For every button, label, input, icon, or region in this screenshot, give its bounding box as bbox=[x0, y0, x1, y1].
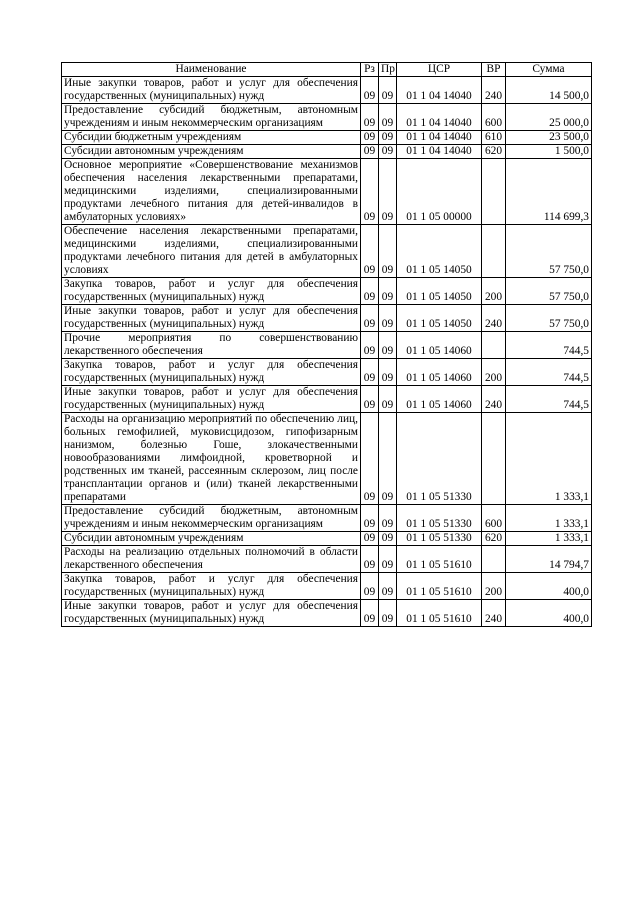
table-row bbox=[62, 573, 592, 600]
cell-rz: 09 bbox=[361, 386, 379, 413]
cell-rz: 09 bbox=[361, 505, 379, 532]
cell-sum: 57 750,0 bbox=[506, 278, 592, 305]
cell-sum: 744,5 bbox=[506, 332, 592, 359]
cell-pr: 09 bbox=[379, 104, 397, 131]
cell-csr: 01 1 05 51610 bbox=[397, 600, 482, 627]
cell-name: Субсидии автономным учреждениям bbox=[62, 145, 361, 159]
cell-name: Иные закупки товаров, работ и услуг для обеспечения государственных (муниципальных) нужд bbox=[62, 305, 361, 332]
cell-rz: 09 bbox=[361, 546, 379, 573]
cell-rz: 09 bbox=[361, 305, 379, 332]
cell-sum: 744,5 bbox=[506, 386, 592, 413]
cell-csr: 01 1 05 51610 bbox=[397, 546, 482, 573]
cell-vr: 620 bbox=[482, 532, 506, 546]
cell-vr: 240 bbox=[482, 386, 506, 413]
cell-name: Субсидии бюджетным учреждениям bbox=[62, 131, 361, 145]
cell-name: Расходы на организацию мероприятий по обеспечению лиц, больных гемофилией, муковисцидозом, гипофизарным нанизмом, болезнью Гоше, злокачественными новообразованиями лимфоидной, кроветворной и родственных им тканей, рассеянным склерозом, лиц после трансплантации органов и (или) тканей лекарственными препаратами bbox=[62, 413, 361, 505]
cell-pr: 09 bbox=[379, 278, 397, 305]
table-row bbox=[62, 225, 592, 278]
table-row bbox=[62, 159, 592, 225]
cell-csr: 01 1 05 14050 bbox=[397, 225, 482, 278]
cell-pr: 09 bbox=[379, 413, 397, 505]
table-header-row bbox=[62, 63, 592, 77]
cell-rz: 09 bbox=[361, 600, 379, 627]
cell-pr: 09 bbox=[379, 359, 397, 386]
cell-sum: 23 500,0 bbox=[506, 131, 592, 145]
cell-name: Прочие мероприятия по совершенствованию лекарственного обеспечения bbox=[62, 332, 361, 359]
cell-vr bbox=[482, 546, 506, 573]
cell-pr: 09 bbox=[379, 145, 397, 159]
header-pr: Пр bbox=[379, 63, 397, 77]
cell-rz: 09 bbox=[361, 77, 379, 104]
cell-pr: 09 bbox=[379, 77, 397, 104]
cell-pr: 09 bbox=[379, 546, 397, 573]
cell-sum: 114 699,3 bbox=[506, 159, 592, 225]
cell-sum: 25 000,0 bbox=[506, 104, 592, 131]
cell-pr: 09 bbox=[379, 532, 397, 546]
cell-rz: 09 bbox=[361, 532, 379, 546]
cell-csr: 01 1 05 14050 bbox=[397, 305, 482, 332]
cell-csr: 01 1 04 14040 bbox=[397, 145, 482, 159]
cell-rz: 09 bbox=[361, 145, 379, 159]
table-row bbox=[62, 413, 592, 505]
cell-csr: 01 1 05 51610 bbox=[397, 573, 482, 600]
cell-pr: 09 bbox=[379, 505, 397, 532]
table-row bbox=[62, 386, 592, 413]
cell-rz: 09 bbox=[361, 413, 379, 505]
table-row bbox=[62, 505, 592, 532]
header-rz: Рз bbox=[361, 63, 379, 77]
cell-rz: 09 bbox=[361, 332, 379, 359]
cell-pr: 09 bbox=[379, 159, 397, 225]
cell-pr: 09 bbox=[379, 305, 397, 332]
cell-vr: 620 bbox=[482, 145, 506, 159]
cell-pr: 09 bbox=[379, 600, 397, 627]
header-name: Наименование bbox=[62, 63, 361, 77]
cell-sum: 744,5 bbox=[506, 359, 592, 386]
cell-rz: 09 bbox=[361, 225, 379, 278]
cell-vr: 240 bbox=[482, 600, 506, 627]
cell-rz: 09 bbox=[361, 104, 379, 131]
cell-name: Закупка товаров, работ и услуг для обеспечения государственных (муниципальных) нужд bbox=[62, 573, 361, 600]
cell-sum: 1 333,1 bbox=[506, 413, 592, 505]
cell-csr: 01 1 05 14060 bbox=[397, 359, 482, 386]
cell-pr: 09 bbox=[379, 332, 397, 359]
table-row bbox=[62, 546, 592, 573]
cell-vr: 600 bbox=[482, 505, 506, 532]
cell-csr: 01 1 05 00000 bbox=[397, 159, 482, 225]
cell-name: Предоставление субсидий бюджетным, автономным учреждениям и иным некоммерческим организациям bbox=[62, 104, 361, 131]
table-row bbox=[62, 145, 592, 159]
cell-csr: 01 1 05 51330 bbox=[397, 505, 482, 532]
table-row bbox=[62, 305, 592, 332]
table-row bbox=[62, 359, 592, 386]
cell-sum: 57 750,0 bbox=[506, 225, 592, 278]
cell-name: Предоставление субсидий бюджетным, автономным учреждениям и иным некоммерческим организациям bbox=[62, 505, 361, 532]
cell-sum: 400,0 bbox=[506, 600, 592, 627]
table-body bbox=[62, 77, 592, 627]
header-vr: ВР bbox=[482, 63, 506, 77]
cell-csr: 01 1 05 51330 bbox=[397, 413, 482, 505]
cell-sum: 14 794,7 bbox=[506, 546, 592, 573]
header-csr: ЦСР bbox=[397, 63, 482, 77]
cell-vr: 240 bbox=[482, 305, 506, 332]
cell-csr: 01 1 05 14050 bbox=[397, 278, 482, 305]
table-row bbox=[62, 278, 592, 305]
cell-name: Закупка товаров, работ и услуг для обеспечения государственных (муниципальных) нужд bbox=[62, 278, 361, 305]
cell-rz: 09 bbox=[361, 131, 379, 145]
cell-csr: 01 1 04 14040 bbox=[397, 77, 482, 104]
cell-pr: 09 bbox=[379, 386, 397, 413]
cell-csr: 01 1 05 51330 bbox=[397, 532, 482, 546]
table-row bbox=[62, 532, 592, 546]
cell-vr: 200 bbox=[482, 278, 506, 305]
cell-sum: 1 333,1 bbox=[506, 532, 592, 546]
cell-rz: 09 bbox=[361, 359, 379, 386]
cell-pr: 09 bbox=[379, 131, 397, 145]
document-page bbox=[61, 62, 591, 627]
cell-rz: 09 bbox=[361, 159, 379, 225]
table-row bbox=[62, 104, 592, 131]
cell-vr bbox=[482, 159, 506, 225]
cell-vr: 600 bbox=[482, 104, 506, 131]
cell-csr: 01 1 05 14060 bbox=[397, 332, 482, 359]
cell-vr: 200 bbox=[482, 573, 506, 600]
cell-rz: 09 bbox=[361, 573, 379, 600]
cell-vr bbox=[482, 225, 506, 278]
cell-csr: 01 1 04 14040 bbox=[397, 131, 482, 145]
cell-name: Иные закупки товаров, работ и услуг для обеспечения государственных (муниципальных) нужд bbox=[62, 600, 361, 627]
cell-vr bbox=[482, 413, 506, 505]
cell-name: Закупка товаров, работ и услуг для обеспечения государственных (муниципальных) нужд bbox=[62, 359, 361, 386]
budget-table bbox=[61, 62, 592, 627]
table-row bbox=[62, 332, 592, 359]
cell-name: Расходы на реализацию отдельных полномочий в области лекарственного обеспечения bbox=[62, 546, 361, 573]
cell-sum: 57 750,0 bbox=[506, 305, 592, 332]
table-row bbox=[62, 77, 592, 104]
cell-vr: 240 bbox=[482, 77, 506, 104]
header-sum: Сумма bbox=[506, 63, 592, 77]
cell-csr: 01 1 04 14040 bbox=[397, 104, 482, 131]
cell-sum: 1 500,0 bbox=[506, 145, 592, 159]
cell-name: Иные закупки товаров, работ и услуг для обеспечения государственных (муниципальных) нужд bbox=[62, 77, 361, 104]
cell-sum: 1 333,1 bbox=[506, 505, 592, 532]
cell-rz: 09 bbox=[361, 278, 379, 305]
cell-vr: 200 bbox=[482, 359, 506, 386]
cell-csr: 01 1 05 14060 bbox=[397, 386, 482, 413]
cell-name: Иные закупки товаров, работ и услуг для обеспечения государственных (муниципальных) нужд bbox=[62, 386, 361, 413]
cell-name: Основное мероприятие «Совершенствование механизмов обеспечения населения лекарственными препаратами, медицинскими изделиями, специализированными продуктами лечебного питания для детей-инвалидов в амбулаторных условиях» bbox=[62, 159, 361, 225]
cell-name: Субсидии автономным учреждениям bbox=[62, 532, 361, 546]
cell-vr bbox=[482, 332, 506, 359]
cell-sum: 400,0 bbox=[506, 573, 592, 600]
cell-pr: 09 bbox=[379, 225, 397, 278]
cell-pr: 09 bbox=[379, 573, 397, 600]
table-row bbox=[62, 131, 592, 145]
table-row bbox=[62, 600, 592, 627]
cell-sum: 14 500,0 bbox=[506, 77, 592, 104]
cell-name: Обеспечение населения лекарственными препаратами, медицинскими изделиями, специализированными продуктами лечебного питания для детей в амбулаторных условиях bbox=[62, 225, 361, 278]
cell-vr: 610 bbox=[482, 131, 506, 145]
